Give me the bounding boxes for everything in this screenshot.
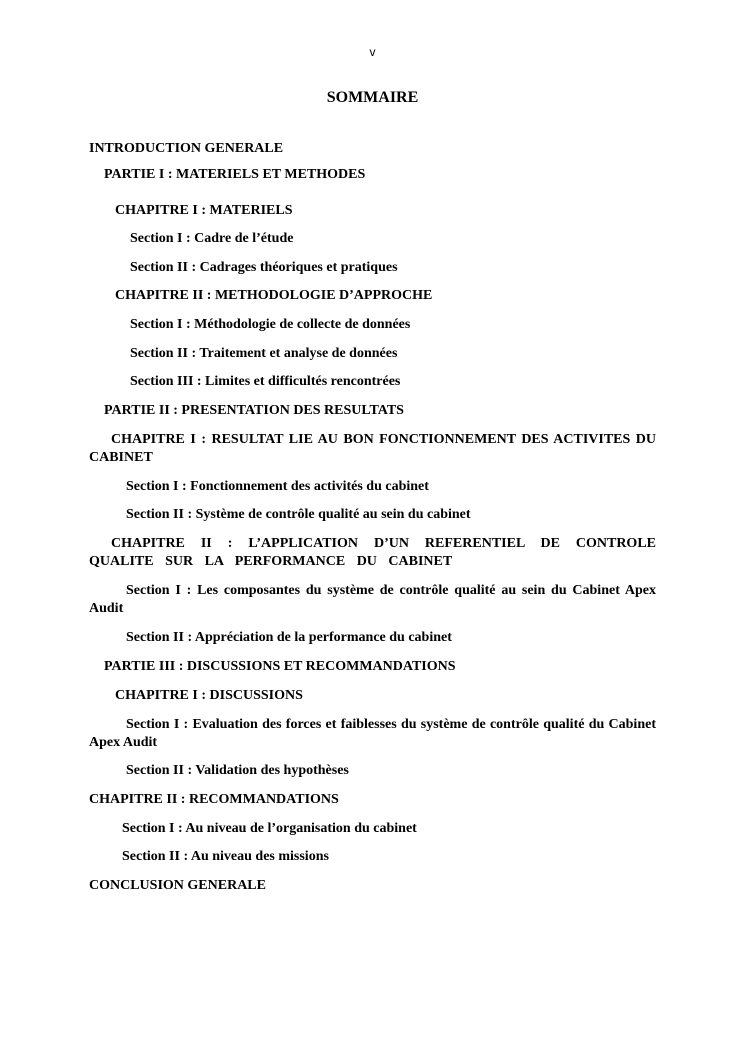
page-number: v xyxy=(369,45,376,59)
toc-part3-ch2-section-1: Section I : Au niveau de l’organisation du cabinet xyxy=(122,821,417,836)
toc-part3-chapter-2: CHAPITRE II : RECOMMANDATIONS xyxy=(89,792,339,807)
toc-part-1: PARTIE I : MATERIELS ET METHODES xyxy=(104,167,366,182)
toc-part3-ch1-section-1: Section I : Evaluation des forces et faiblesses du système de contrôle qualité du Cabinet Apex Audit xyxy=(89,717,656,750)
toc-introduction: INTRODUCTION GENERALE xyxy=(89,141,284,156)
toc-part1-ch2-section-2: Section II : Traitement et analyse de données xyxy=(130,346,398,361)
toc-part1-ch1-section-2: Section II : Cadrages théoriques et pratiques xyxy=(130,260,398,275)
toc-part2-chapter-2: CHAPITRE II : L’APPLICATION D’UN REFERENTIEL DE CONTROLE QUALITE SUR LA PERFORMANCE DU CABINET xyxy=(89,536,656,569)
toc-conclusion: CONCLUSION GENERALE xyxy=(89,878,266,893)
page-title: SOMMAIRE xyxy=(326,89,419,106)
toc-part1-ch2-section-3: Section III : Limites et difficultés rencontrées xyxy=(130,374,401,389)
toc-part3-ch1-section-2: Section II : Validation des hypothèses xyxy=(126,763,349,778)
toc-part2-ch1-section-2: Section II : Système de contrôle qualité au sein du cabinet xyxy=(126,507,471,522)
toc-part2-ch2-section-1: Section I : Les composantes du système de contrôle qualité au sein du Cabinet Apex Audit xyxy=(89,583,656,616)
toc-part-3: PARTIE III : DISCUSSIONS ET RECOMMANDATIONS xyxy=(104,659,456,674)
toc-part2-ch2-section-2: Section II : Appréciation de la performance du cabinet xyxy=(126,630,452,645)
toc-part3-ch2-section-2: Section II : Au niveau des missions xyxy=(122,849,329,864)
toc-part1-ch2-section-1: Section I : Méthodologie de collecte de données xyxy=(130,317,411,332)
toc-part1-chapter-1: CHAPITRE I : MATERIELS xyxy=(115,203,293,218)
toc-part3-chapter-1: CHAPITRE I : DISCUSSIONS xyxy=(115,688,303,703)
toc-part2-ch1-section-1: Section I : Fonctionnement des activités du cabinet xyxy=(126,479,429,494)
toc-part1-ch1-section-1: Section I : Cadre de l’étude xyxy=(130,231,294,246)
toc-part1-chapter-2: CHAPITRE II : METHODOLOGIE D’APPROCHE xyxy=(115,288,433,303)
toc-part-2: PARTIE II : PRESENTATION DES RESULTATS xyxy=(104,403,404,418)
toc-part2-chapter-1: CHAPITRE I : RESULTAT LIE AU BON FONCTIONNEMENT DES ACTIVITES DU CABINET xyxy=(89,432,656,465)
